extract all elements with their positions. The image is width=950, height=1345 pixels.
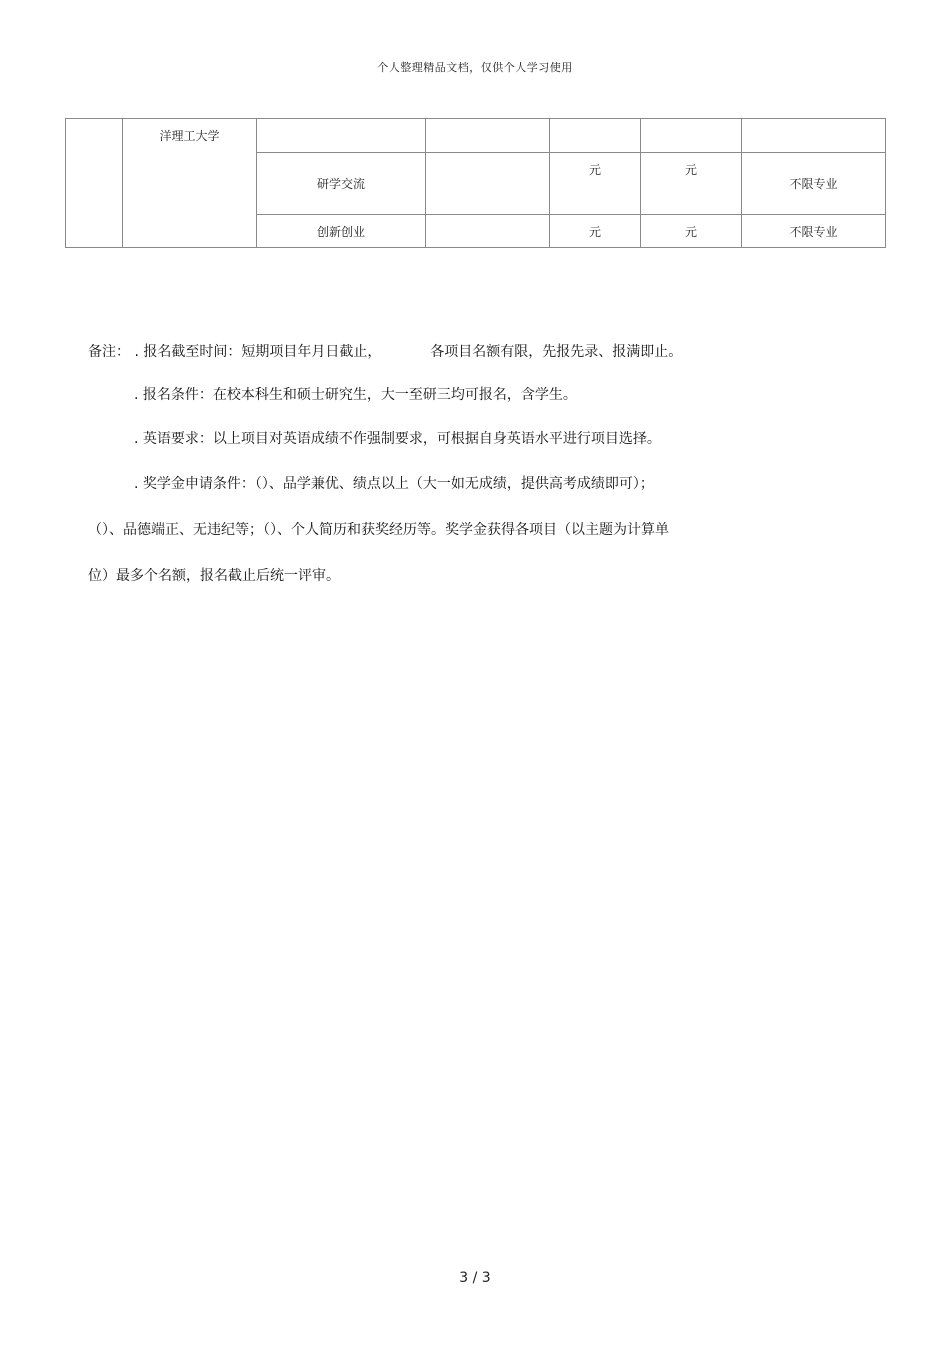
fee-cell: 元 [641,153,742,215]
project-type-cell [257,119,426,153]
remark-line-scholarship-end: 位）最多个名额，报名截止后统一评审。 [88,568,340,584]
table-row [66,119,886,153]
table-cell [426,119,550,153]
table-cell [426,215,550,248]
major-cell: 不限专业 [742,153,886,215]
remark-line-deadline [88,342,682,362]
remarks-label: 备注： [88,344,130,360]
table-cell-blank [66,119,123,248]
table-cell [426,153,550,215]
project-type-cell: 创新创业 [257,215,426,248]
project-type-cell: 研学交流 [257,153,426,215]
university-name: 洋理工大学 [159,129,220,143]
university-cell [123,119,257,248]
remark-quota-text: 各项目名额有限，先报先录、报满即止。 [430,344,683,360]
fee-cell: 元 [641,215,742,248]
remark-line-eligibility: . 报名条件：在校本科生和硕士研究生，大一至研三均可报名，含学生。 [134,387,577,403]
fee-cell [641,119,742,153]
fee-cell: 元 [550,153,641,215]
major-cell: 不限专业 [742,215,886,248]
fee-cell: 元 [550,215,641,248]
page-header-note: 个人整理精品文档，仅供个人学习使用 [377,61,573,74]
major-cell [742,119,886,153]
fee-cell [550,119,641,153]
project-table [65,118,886,248]
remark-deadline-text: . 报名截至时间：短期项目年月日截止， [134,344,382,360]
remark-line-scholarship: . 奖学金申请条件：（）、品学兼优、绩点以上（大一如无成绩，提供高考成绩即可）； [134,476,654,492]
remark-line-scholarship-cont: （）、品德端正、无违纪等；（）、个人简历和获奖经历等。奖学金获得各项目（以主题为计算单 [88,522,669,538]
page-number: 3 / 3 [459,1270,491,1286]
remark-line-english: . 英语要求：以上项目对英语成绩不作强制要求，可根据自身英语水平进行项目选择。 [134,431,661,447]
